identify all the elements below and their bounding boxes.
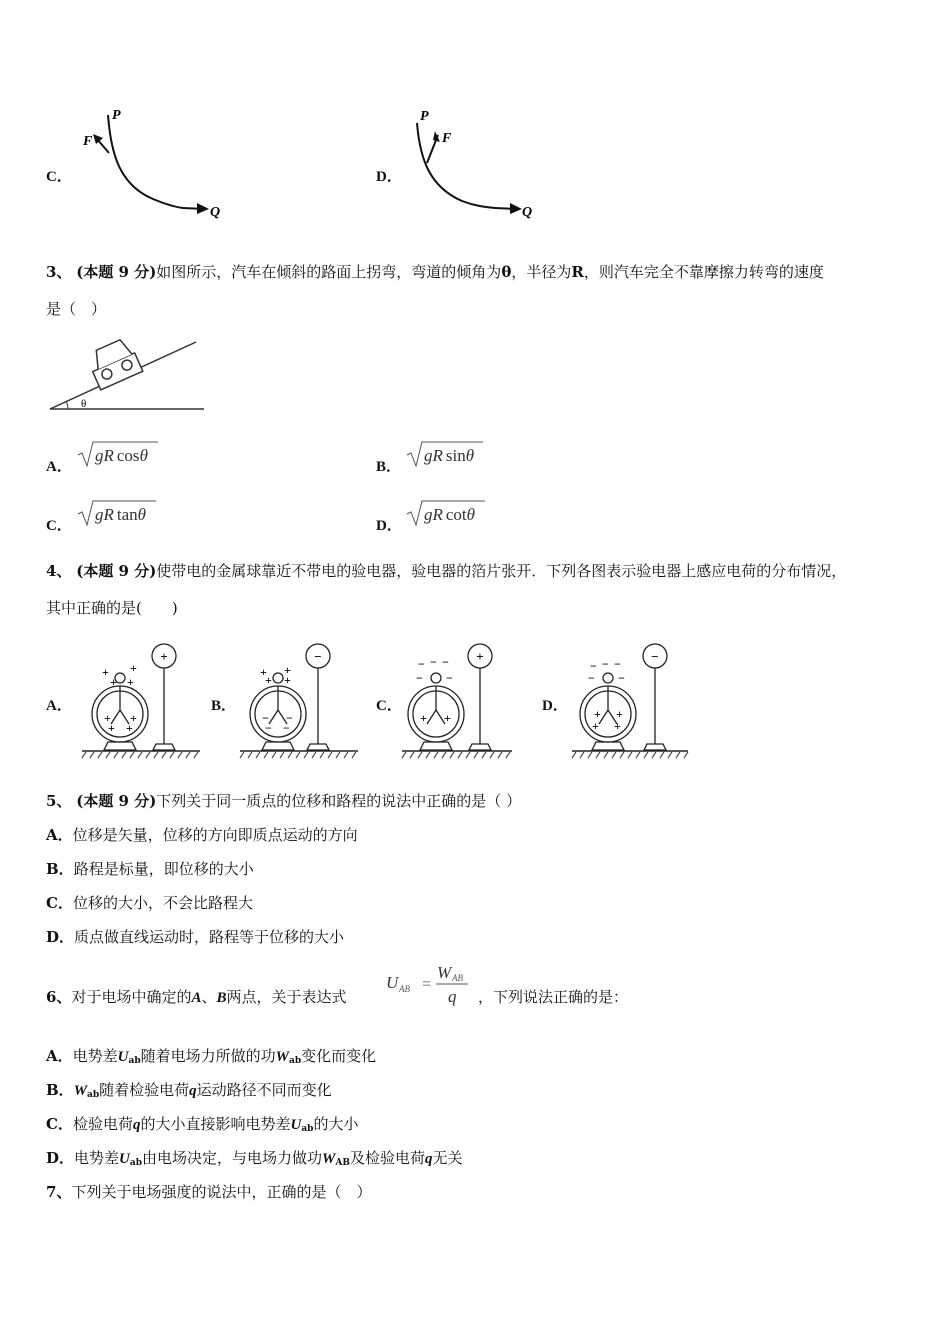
svg-text:−: − [265, 721, 272, 735]
force-f-label: F [83, 134, 93, 149]
svg-text:+: + [110, 675, 117, 689]
point-p-label: P [112, 108, 121, 123]
svg-text:=: = [422, 976, 432, 993]
metal-ball-charge: + [160, 649, 168, 664]
metal-ball-charge: + [476, 649, 484, 664]
q6-stem-tail: ，下列说法正确的是： [478, 988, 629, 1006]
q5-option-c: C．位移的大小，不会比路程大 [46, 894, 253, 912]
q3-option-c-formula [76, 497, 166, 529]
q3-option-a-label: A． [46, 459, 72, 475]
q4-option-a-figure [80, 638, 204, 766]
svg-text:+: + [265, 673, 272, 687]
q6-option-a: A．电势差$U_{ab}$随着电场力所做的功$W_{ab}$变化而变化 [46, 1047, 377, 1066]
svg-text:gRsinθ: gR sinθ [424, 446, 475, 465]
svg-text:+: + [444, 711, 451, 725]
svg-text:+: + [420, 711, 427, 725]
q3-option-b-formula [405, 438, 495, 470]
svg-text:W: W [437, 963, 452, 982]
svg-text:−: − [446, 671, 453, 685]
q3-option-b-label: B． [376, 459, 402, 475]
svg-text:−: − [602, 657, 609, 671]
point-q-label: Q [522, 205, 533, 220]
q6-option-b: B．$W_{ab}$随着检验电荷q运动路径不同而变化 [46, 1081, 332, 1100]
q4-stem-line2: 其中正确的是( ) [46, 599, 178, 617]
q5-option-a: A．位移是矢量，位移的方向即质点运动的方向 [46, 826, 358, 844]
svg-text:+: + [284, 673, 291, 687]
svg-text:gRcosθ: gR cosθ [95, 446, 148, 465]
point-q-label: Q [210, 205, 221, 220]
svg-text:−: − [262, 711, 269, 725]
q3-option-a-formula [76, 438, 166, 470]
q5-stem: 5、 (本题 9 分)下列关于同一质点的位移和路程的说法中正确的是（ ） [46, 792, 522, 810]
svg-text:−: − [430, 655, 437, 669]
metal-ball-charge: − [314, 649, 322, 664]
svg-text:+: + [102, 665, 109, 679]
svg-text:+: + [594, 707, 601, 721]
svg-text:U: U [386, 973, 399, 992]
q4-option-b-figure [238, 638, 362, 766]
svg-text:−: − [416, 671, 423, 685]
svg-text:−: − [614, 657, 621, 671]
point-p-label: P [420, 109, 429, 124]
car-icon [85, 336, 142, 389]
svg-text:AB: AB [399, 984, 410, 994]
svg-text:gRcotθ: gR cotθ [424, 505, 476, 524]
svg-text:+: + [108, 721, 115, 735]
q4-option-a-label: A． [46, 698, 72, 714]
q3-incline-figure [46, 330, 211, 415]
q2-option-d-label: D． [376, 169, 402, 185]
svg-text:+: + [616, 707, 623, 721]
svg-text:+: + [130, 711, 137, 725]
svg-text:−: − [590, 659, 597, 673]
q3-option-d-formula [405, 497, 495, 529]
svg-text:−: − [283, 721, 290, 735]
svg-text:+: + [104, 711, 111, 725]
q6-option-d: D．电势差$U_{ab}$由电场决定，与电场力做功$W_{AB}$及检验电荷q无关 [46, 1149, 463, 1168]
svg-text:−: − [618, 671, 625, 685]
svg-text:−: − [588, 671, 595, 685]
q4-option-d-label: D． [542, 698, 568, 714]
incline-angle-label: θ [81, 398, 87, 410]
svg-text:AB: AB [452, 973, 463, 983]
svg-text:+: + [592, 719, 599, 733]
q6-formula [384, 962, 474, 1010]
svg-text:+: + [126, 721, 133, 735]
q6-stem: 6、对于电场中确定的A、B两点，关于表达式 [46, 988, 347, 1006]
q5-option-d: D．质点做直线运动时，路程等于位移的大小 [46, 928, 345, 946]
q2-option-c-figure [75, 105, 235, 225]
q2-option-d-figure [400, 105, 560, 225]
q2-option-c-label: C． [46, 169, 72, 185]
svg-text:−: − [286, 711, 293, 725]
svg-text:−: − [418, 657, 425, 671]
q3-option-c-label: C． [46, 518, 72, 534]
q3-option-d-label: D． [376, 518, 402, 534]
q7-stem: 7、下列关于电场强度的说法中，正确的是（ ） [46, 1183, 372, 1201]
svg-text:+: + [284, 663, 291, 677]
svg-text:+: + [260, 665, 267, 679]
svg-text:gRtanθ: gR tanθ [95, 505, 147, 524]
q3-stem-line2: 是（ ） [46, 300, 107, 318]
induced-charges [588, 657, 625, 733]
svg-text:q: q [448, 987, 457, 1006]
q5-option-b: B．路程是标量，即位移的大小 [46, 860, 254, 878]
q4-stem: 4、 (本题 9 分)使带电的金属球靠近不带电的验电器，验电器的箔片张开．下列各图表示验电器上感应电荷的分布情况， [46, 562, 847, 580]
q4-option-c-label: C． [376, 698, 402, 714]
svg-text:−: − [442, 655, 449, 669]
force-f-label: F [442, 131, 452, 146]
svg-text:+: + [130, 661, 137, 675]
q4-option-d-figure [570, 638, 694, 766]
svg-text:+: + [127, 675, 134, 689]
q4-option-c-figure [400, 638, 524, 766]
metal-ball-charge: − [651, 649, 659, 664]
q4-option-b-label: B． [211, 698, 237, 714]
q3-stem: 3、 (本题 9 分)如图所示，汽车在倾斜的路面上拐弯，弯道的倾角为θ，半径为R，则汽车完全不靠摩擦力转弯的速度 [46, 263, 824, 281]
svg-text:+: + [614, 719, 621, 733]
q6-option-c: C．检验电荷q的大小直接影响电势差$U_{ab}$的大小 [46, 1115, 359, 1134]
